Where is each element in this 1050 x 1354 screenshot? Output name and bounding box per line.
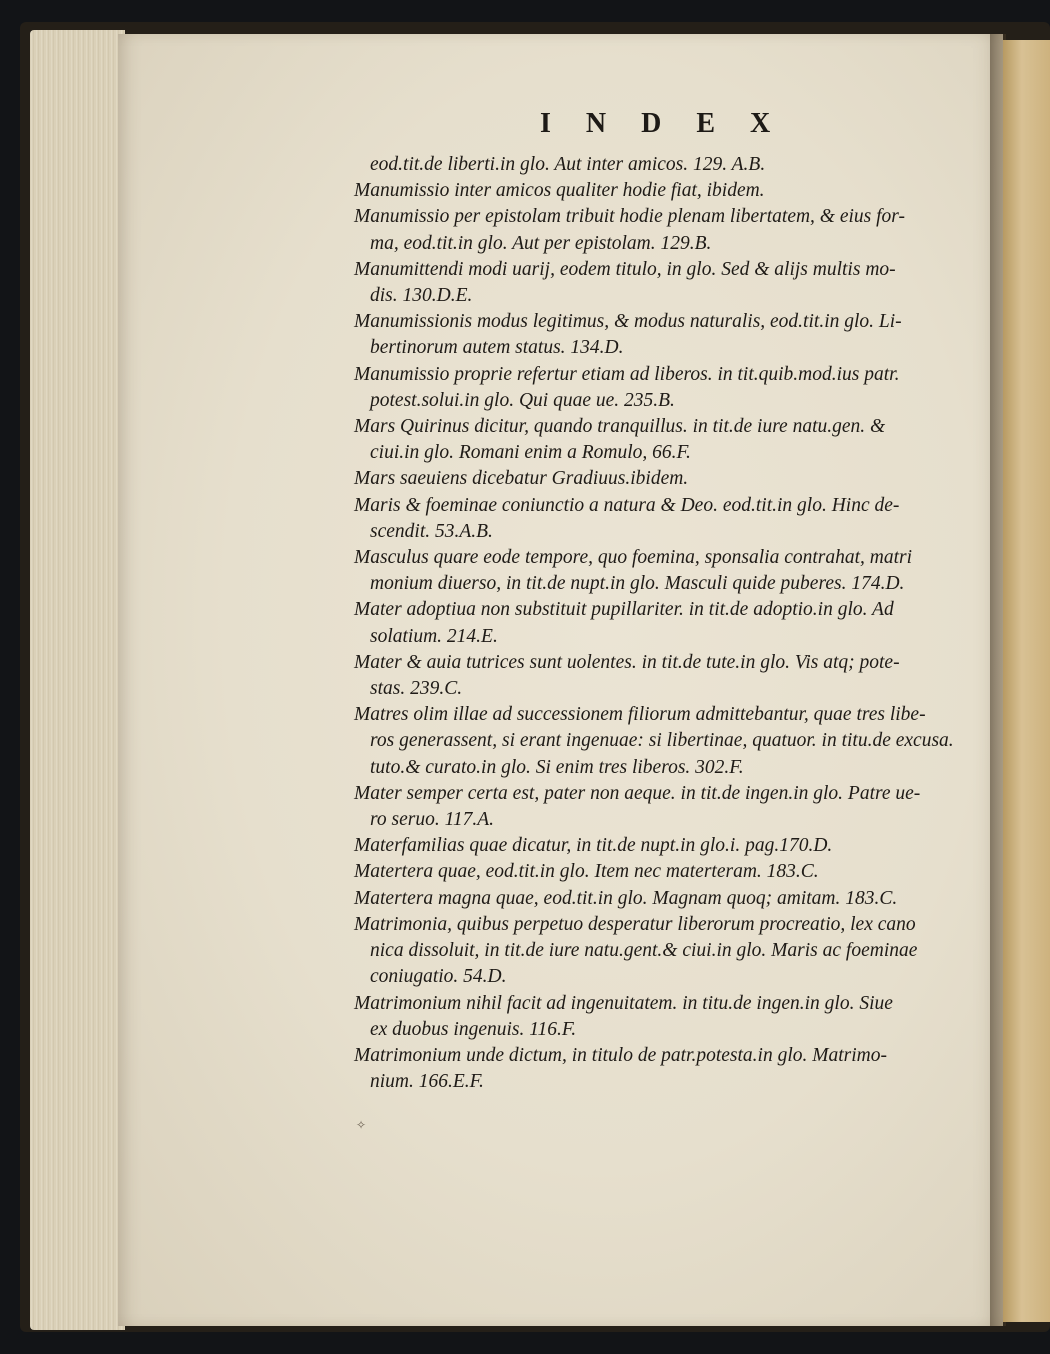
- entry-text: eod.tit.de liberti.in glo. Aut inter amicos. 129. A.B.: [370, 154, 766, 175]
- entry-continuation: bertinorum autem status. 134.D.: [370, 337, 624, 359]
- entry-text: Matrimonium unde dictum, in titulo de patr.potesta.in glo. Matrimo-: [354, 1044, 887, 1066]
- index-entry: [354, 152, 954, 178]
- entry-text: Mars Quirinus dicitur, quando tranquillus. in tit.de iure natu.gen. &: [354, 416, 886, 438]
- entry-continuation: ma, eod.tit.in glo. Aut per epistolam. 129.B.: [370, 232, 712, 254]
- entry-text: Matrimonium nihil facit ad ingenuitatem. in titu.de ingen.in glo. Siue: [354, 992, 893, 1014]
- index-entry: [354, 414, 954, 466]
- index-entry: [354, 1043, 954, 1095]
- entry-continuation: monium diuerso, in tit.de nupt.in glo. Masculi quide puberes. 174.D.: [370, 573, 905, 595]
- entry-text: Mars saeuiens dicebatur Gradiuus.ibidem.: [354, 468, 689, 490]
- index-entry: [354, 912, 954, 991]
- entry-text: Mater & auia tutrices sunt uolentes. in tit.de tute.in glo. Vis atq; pote-: [354, 651, 900, 673]
- entry-continuation: solatium. 214.E.: [370, 625, 498, 647]
- facing-page-edge: [1003, 40, 1050, 1322]
- index-entry: [354, 257, 954, 309]
- index-entry: [354, 362, 954, 414]
- entry-text: Matertera magna quae, eod.tit.in glo. Magnam quoq; amitam. 183.C.: [354, 887, 898, 909]
- index-entry: [354, 781, 954, 833]
- index-entry: [354, 702, 954, 781]
- entry-continuation: ro seruo. 117.A.: [370, 809, 495, 831]
- entry-continuation: tuto.& curato.in glo. Si enim tres liberos. 302.F.: [370, 756, 744, 778]
- index-entry: [354, 545, 954, 597]
- entry-text: Manumissionis modus legitimus, & modus naturalis, eod.tit.in glo. Li-: [354, 311, 902, 333]
- index-entry: [354, 859, 954, 885]
- page-header: I N D E X: [540, 108, 785, 139]
- index-entry: [354, 309, 954, 361]
- entry-text: Materfamilias quae dicatur, in tit.de nupt.in glo.i. pag.170.D.: [354, 835, 833, 857]
- index-entry: [354, 178, 954, 204]
- index-entry: [354, 597, 954, 649]
- entry-continuation: coniugatio. 54.D.: [370, 966, 507, 988]
- entry-text: Masculus quare eode tempore, quo foemina, sponsalia contrahat, matri: [354, 547, 913, 569]
- index-entry: [354, 833, 954, 859]
- entry-continuation: stas. 239.C.: [370, 678, 463, 700]
- index-entry: [354, 886, 954, 912]
- index-entries: [354, 152, 954, 1095]
- entry-text: Matrimonia, quibus perpetuo desperatur liberorum procreatio, lex cano: [354, 913, 916, 935]
- entry-continuation: potest.solui.in glo. Qui quae ue. 235.B.: [370, 389, 675, 411]
- entry-continuation: ex duobus ingenuis. 116.F.: [370, 1018, 577, 1040]
- index-entry: [354, 493, 954, 545]
- entry-text: Matres olim illae ad successionem filiorum admittebantur, quae tres libe-: [354, 704, 926, 726]
- entry-text: Manumissio proprie refertur etiam ad liberos. in tit.quib.mod.ius patr.: [354, 363, 900, 385]
- entry-continuation: dis. 130.D.E.: [370, 285, 473, 307]
- index-entry: [354, 650, 954, 702]
- entry-text: Manumittendi modi uarij, eodem titulo, in glo. Sed & alijs multis mo-: [354, 258, 896, 280]
- entry-continuation: ciui.in glo. Romani enim a Romulo, 66.F.: [370, 442, 691, 464]
- entry-text: Matertera quae, eod.tit.in glo. Item nec materteram. 183.C.: [354, 861, 819, 883]
- entry-continuation: nium. 166.E.F.: [370, 1071, 484, 1093]
- entry-text: Mater semper certa est, pater non aeque. in tit.de ingen.in glo. Patre ue-: [354, 782, 921, 804]
- entry-continuation: ros generassent, si erant ingenuae: si libertinae, quatuor. in titu.de excusa.: [370, 730, 954, 752]
- entry-text: Manumissio inter amicos qualiter hodie fiat, ibidem.: [354, 180, 765, 202]
- ornament-mark: ✧: [356, 1118, 367, 1132]
- entry-continuation: nica dissoluit, in tit.de iure natu.gent.& ciui.in glo. Maris ac foeminae: [370, 940, 918, 962]
- index-entry: [354, 204, 954, 256]
- index-entry: [354, 466, 954, 492]
- index-entry: [354, 991, 954, 1043]
- entry-text: Maris & foeminae coniunctio a natura & Deo. eod.tit.in glo. Hinc de-: [354, 494, 900, 516]
- page-edges: [30, 30, 125, 1330]
- entry-continuation: scendit. 53.A.B.: [370, 520, 493, 542]
- entry-text: Mater adoptiua non substituit pupillariter. in tit.de adoptio.in glo. Ad: [354, 599, 894, 621]
- entry-text: Manumissio per epistolam tribuit hodie plenam libertatem, & eius for-: [354, 206, 905, 228]
